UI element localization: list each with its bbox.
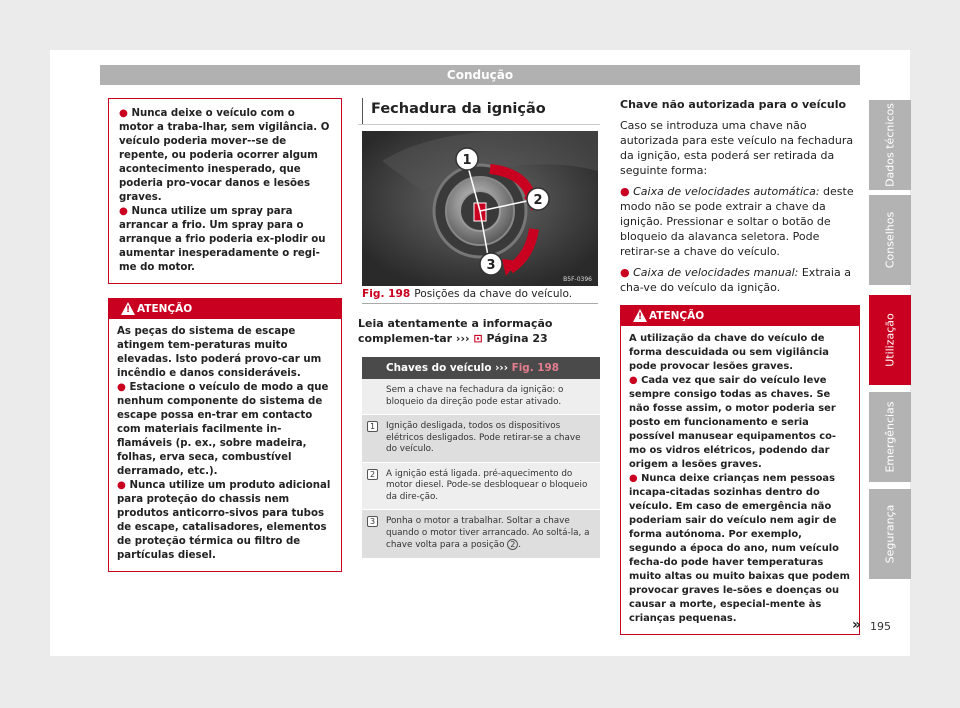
tab-utilizacao[interactable]: Utilização	[869, 295, 911, 385]
column-right	[620, 98, 860, 635]
warning-box-engine	[108, 98, 342, 284]
position-ref-badge: 2	[507, 539, 518, 550]
chevron-right-icon: ›››	[495, 362, 508, 374]
svg-text:3: 3	[486, 258, 496, 273]
tab-emergencias[interactable]: Emergências	[869, 392, 911, 482]
figure-reference-link[interactable]: Fig. 198	[511, 362, 559, 374]
bullet-item: ● Estacione o veículo de modo a que nenhum componente do sistema de escape possa en-trar em contacto com materiais facilmente in-flamáveis (p. ex., sobre madeira, folhas, erva seca, combustível derramado, etc.).	[117, 382, 329, 477]
position-badge: 2	[367, 469, 378, 480]
svg-text:2: 2	[533, 193, 543, 208]
bullet-item: ● Nunca deixe crianças nem pessoas incapa-citadas sozinhas dentro do veículo. Em caso de emergência não poderiam sair do veículo nem agir de forma autónoma. Por exemplo, segundo a época do ano, num veículo fecha-do pode haver temperaturas muito altas ou muito baixas que podem provocar graves le-sões e doenças ou causar a morte, especial-mente às crianças pequenas.	[629, 473, 850, 624]
bullet-item: ● Nunca utilize um spray para arrancar a frio. Um spray para o arranque a frio poderia ex-plodir ou aumentar inesperadamente o regi-me do motor.	[119, 206, 326, 273]
chapter-header: Condução	[100, 65, 860, 85]
figure-code: B5F-0396	[563, 276, 592, 283]
ignition-lock-illustration	[362, 131, 598, 286]
position-badge: 3	[367, 516, 378, 527]
caption-divider	[362, 303, 598, 304]
table-row: 2 A ignição está ligada. pré-aquecimento do motor diesel. Pode-se desbloquear o bloqueio da dire-ção.	[362, 463, 600, 511]
figure-caption: Fig. 198 Posições da chave do veículo.	[362, 288, 573, 300]
bullet-item: ● Caixa de velocidades automática: deste modo não se pode extrair a chave da ignição. Pressionar e soltar o botão de bloqueio da alavanca seletora. Pode retirar-se a chave do veículo.	[620, 185, 854, 258]
tab-seguranca[interactable]: Segurança	[869, 489, 911, 579]
page-number: 195	[870, 620, 891, 633]
warning-box-exhaust	[108, 298, 342, 572]
warning-header: ! ATENÇÃO	[109, 299, 341, 319]
warning-triangle-icon: !	[121, 302, 135, 315]
bullet-icon: ●	[119, 206, 128, 217]
warning-box-keys	[620, 305, 860, 635]
read-more-note: Leia atentamente a informação complemen-tar ››› ⊡ Página 23	[358, 317, 553, 345]
section-title: Fechadura da ignição	[362, 98, 598, 124]
bullet-icon: ●	[629, 375, 638, 386]
bullet-item: ● Cada vez que sair do veículo leve sempre consigo todas as chaves. Se não fosse assim, o motor poderia ser posto em funcionamento e seria possível manusear equipamentos co-mo os vidros elétricos, podendo dar origem a lesões graves.	[629, 375, 836, 470]
bullet-icon: ●	[620, 185, 630, 198]
tab-dados-tecnicos[interactable]: Dados técnicos	[869, 100, 911, 190]
bullet-icon: ●	[117, 382, 126, 393]
warning-body	[621, 326, 859, 634]
bullet-item: ● Nunca utilize um produto adicional para proteção do chassis nem produtos anticorro-sivos para tubos de escape, catalisadores, elementos de proteção térmica ou filtro de partículas diesel.	[117, 480, 331, 561]
column-left	[108, 98, 342, 572]
subsection-heading: Chave não autorizada para o veículo	[620, 98, 847, 111]
ignition-figure	[362, 131, 598, 286]
table-header: Chaves do veículo ››› Fig. 198	[362, 357, 600, 379]
bullet-item: ● Nunca deixe o veículo com o motor a traba-lhar, sem vigilância. O veículo poderia mover--se de repente, ou poderia ocorrer algum acontecimento inesperado, que poderia pro-vocar danos e lesões graves.	[119, 108, 330, 203]
intro-paragraph: Caso se introduza uma chave não autorizada para este veículo na fechadura da ignição, esta poderá ser retirada da seguinte forma:	[620, 119, 854, 177]
table-row: Sem a chave na fechadura da ignição: o bloqueio da direção pode estar ativado.	[362, 379, 600, 415]
bullet-icon: ●	[620, 266, 630, 279]
book-icon: ⊡	[473, 332, 483, 345]
warning-body	[109, 319, 341, 571]
column-middle	[358, 98, 598, 124]
svg-text:1: 1	[462, 153, 472, 168]
tab-conselhos[interactable]: Conselhos	[869, 195, 911, 285]
table-row: 1 Ignição desligada, todos os dispositivos elétricos desligados. Pode retirar-se a chave do veículo.	[362, 415, 600, 463]
key-positions-table	[362, 357, 600, 559]
bullet-icon: ●	[119, 108, 128, 119]
position-badge: 1	[367, 421, 378, 432]
bullet-icon: ●	[117, 480, 126, 491]
bullet-item: ● Caixa de velocidades manual: Extraia a cha-ve do veículo da ignição.	[620, 266, 851, 294]
page-link[interactable]: Página 23	[486, 332, 548, 345]
title-divider	[358, 124, 600, 125]
warning-triangle-icon: !	[633, 309, 647, 322]
chevron-right-icon: ›››	[455, 332, 470, 345]
table-row: 3 Ponha o motor a trabalhar. Soltar a chave quando o motor tiver arrancado. Ao soltá-la, a chave volta para a posição 2 .	[362, 510, 600, 559]
continue-arrow-icon: »	[851, 617, 861, 633]
bullet-icon: ●	[629, 473, 638, 484]
warning-intro: A utilização da chave do veículo de forma descuidada ou sem vigilância pode provocar lesões graves.	[629, 333, 829, 372]
warning-header: ! ATENÇÃO	[621, 306, 859, 326]
warning-intro: As peças do sistema de escape atingem tem-peraturas muito elevadas. Isto poderá provo-car um incêndio e danos consideráveis.	[117, 326, 322, 379]
